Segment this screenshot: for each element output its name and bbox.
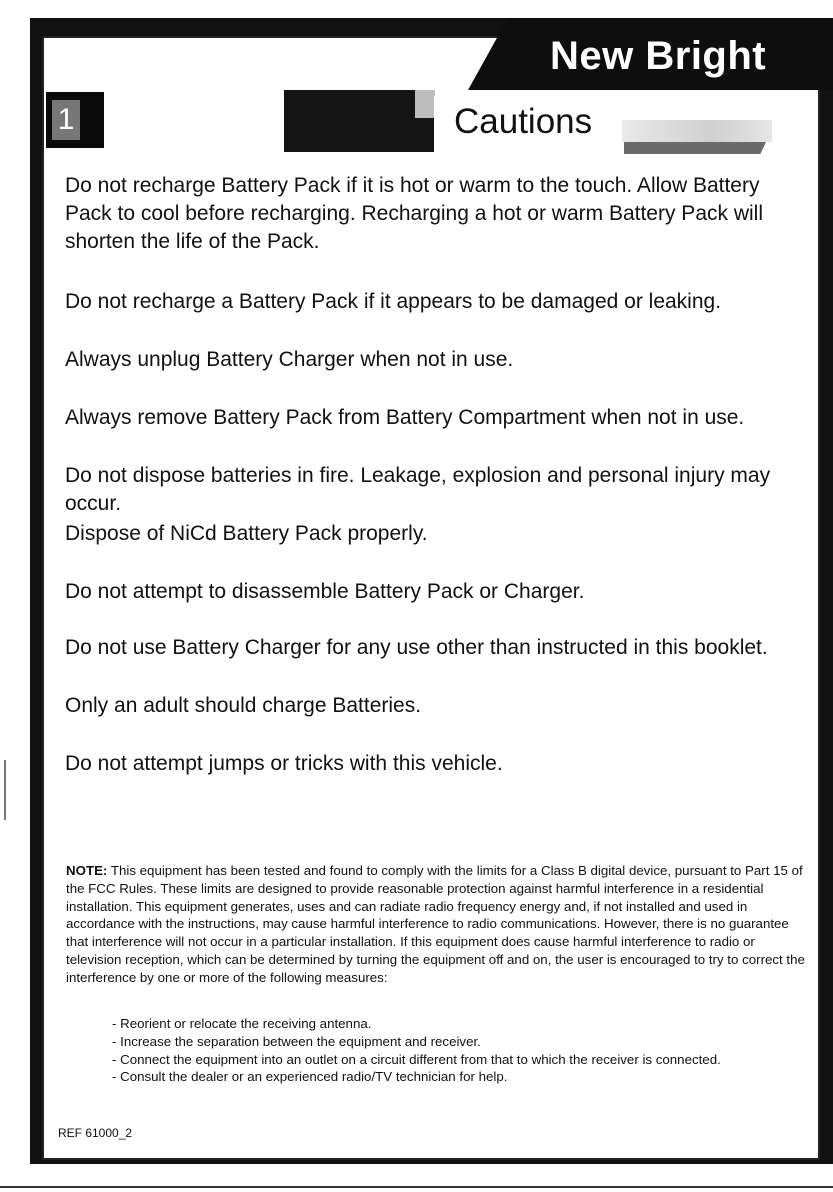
caution-item: Always unplug Battery Charger when not in use. xyxy=(65,348,514,371)
caution-item: Do not recharge Battery Pack if it is hot or warm to the touch. Allow Battery Pack to cool before recharging. Recharging a hot or warm Battery Pack will shorten the life of the Pack. xyxy=(65,174,763,253)
note-label: NOTE: xyxy=(66,863,108,878)
caution-item: Do not dispose batteries in fire. Leakage, explosion and personal injury may occur. xyxy=(65,464,771,515)
measure-item: - Consult the dealer or an experienced radio/TV technician for help. xyxy=(112,1068,812,1086)
caution-item: Dispose of NiCd Battery Pack properly. xyxy=(65,522,428,545)
measures-list xyxy=(112,1015,812,1086)
caution-item: Do not recharge a Battery Pack if it appears to be damaged or leaking. xyxy=(65,290,722,313)
section-heading: Cautions xyxy=(454,102,593,141)
heading-decoration-gray xyxy=(415,90,435,118)
heading-decoration xyxy=(284,90,434,152)
measure-item: - Connect the equipment into an outlet on a circuit different from that to which the receiver is connected. xyxy=(112,1051,812,1069)
caution-item: Do not attempt to disassemble Battery Pack or Charger. xyxy=(65,580,585,603)
measure-item: - Increase the separation between the equipment and receiver. xyxy=(112,1033,812,1051)
caution-item: Only an adult should charge Batteries. xyxy=(65,694,422,717)
heading-stripe xyxy=(622,120,772,142)
bottom-rule xyxy=(0,1186,833,1188)
brand-title: New Bright xyxy=(550,34,767,78)
fcc-note xyxy=(66,862,806,987)
caution-item: Always remove Battery Pack from Battery Compartment when not in use. xyxy=(65,406,745,429)
reference-code: REF 61000_2 xyxy=(58,1126,133,1140)
heading-stripe-dark xyxy=(624,142,766,154)
caution-item: Do not attempt jumps or tricks with this vehicle. xyxy=(65,752,503,775)
measure-item: - Reorient or relocate the receiving antenna. xyxy=(112,1015,812,1033)
scan-mark xyxy=(4,760,6,820)
caution-item: Do not use Battery Charger for any use other than instructed in this booklet. xyxy=(65,636,768,659)
note-text: This equipment has been tested and found to comply with the limits for a Class B digital device, pursuant to Part 15 of the FCC Rules. These limits are designed to provide reasonable protection against harmful interference in a residential installation. This equipment generates, uses and can radiate radio frequency energy and, if not installed and used in accordance with the instructions, may cause harmful interference to radio communications. However, there is no guarantee that interference will not occur in a particular installation. If this equipment does cause harmful interference to radio or television reception, which can be determined by turning the equipment off and on, the user is encouraged to try to correct the interference by one or more of the following measures: xyxy=(66,863,805,985)
page-number: 1 xyxy=(52,100,80,140)
